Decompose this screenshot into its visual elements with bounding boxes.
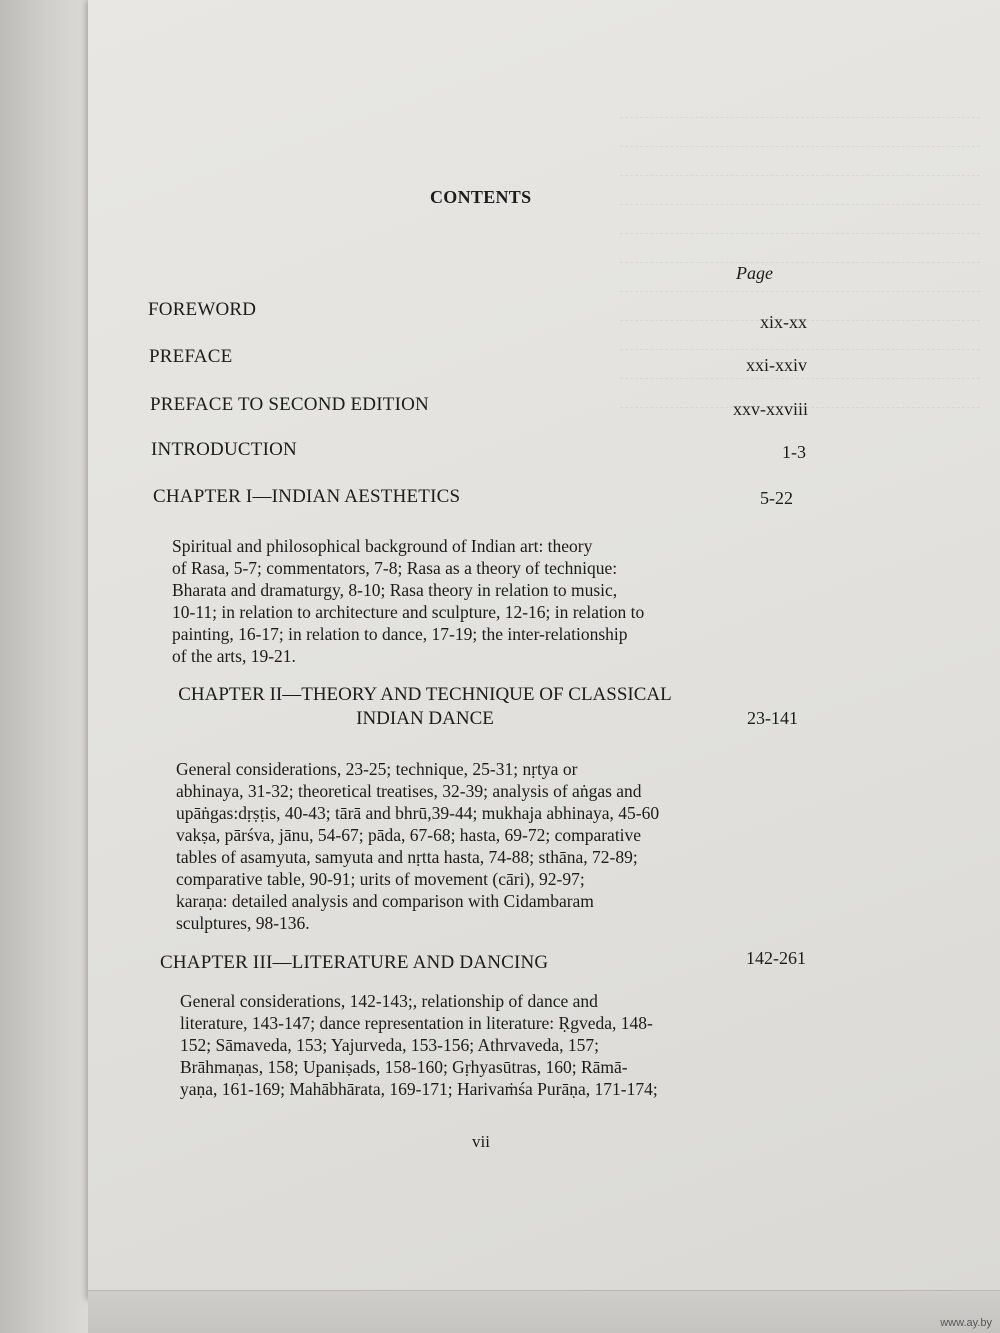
summary-line: General considerations, 142-143;, relationship of dance and <box>180 991 598 1011</box>
toc-entry-chapter-2 <box>155 683 695 731</box>
summary-line: sculptures, 98-136. <box>176 913 310 933</box>
summary-line: Bharata and dramaturgy, 8-10; Rasa theory in relation to music, <box>172 580 618 600</box>
toc-entry-chapter-1: CHAPTER I—INDIAN AESTHETICS <box>153 486 461 507</box>
page-folio: vii <box>472 1132 490 1151</box>
summary-line: comparative table, 90-91; urits of movement (cāri), 92-97; <box>176 869 585 889</box>
summary-line: of the arts, 19-21. <box>172 646 296 666</box>
summary-line: tables of asamyuta, samyuta and nṛtta hasta, 74-88; sthāna, 72-89; <box>176 847 638 867</box>
toc-entry-introduction: INTRODUCTION <box>151 439 297 460</box>
toc-entry-chapter-3: CHAPTER III—LITERATURE AND DANCING <box>160 952 549 973</box>
summary-line: literature, 143-147; dance representation in literature: Ṛgveda, 148- <box>180 1013 653 1033</box>
chapter-2-summary <box>176 758 708 934</box>
page-column-label: Page <box>736 263 773 283</box>
toc-pages-introduction: 1-3 <box>782 442 806 462</box>
contents-heading: CONTENTS <box>430 187 532 207</box>
chapter-2-title-line2: INDIAN DANCE <box>356 708 494 729</box>
summary-line: 152; Sāmaveda, 153; Yajurveda, 153-156; Athrvaveda, 157; <box>180 1035 599 1055</box>
chapter-2-title-line1: CHAPTER II—THEORY AND TECHNIQUE OF CLASSICAL <box>178 684 672 705</box>
toc-pages-preface-second-edition: xxv-xxviii <box>733 399 808 419</box>
summary-line: vakṣa, pārśva, jānu, 54-67; pāda, 67-68; hasta, 69-72; comparative <box>176 825 642 845</box>
toc-pages-chapter-3: 142-261 <box>746 948 806 968</box>
chapter-1-summary <box>172 535 708 667</box>
summary-line: of Rasa, 5-7; commentators, 7-8; Rasa as a theory of technique: <box>172 558 618 578</box>
summary-line: painting, 16-17; in relation to dance, 17-19; the inter-relationship <box>172 624 628 644</box>
summary-line: 10-11; in relation to architecture and sculpture, 12-16; in relation to <box>172 602 645 622</box>
toc-entry-foreword: FOREWORD <box>148 299 257 320</box>
summary-line: yaṇa, 161-169; Mahābhārata, 169-171; Harivaṁśa Purāṇa, 171-174; <box>180 1079 658 1099</box>
watermark: www.ay.by <box>940 1317 992 1329</box>
toc-entry-preface: PREFACE <box>149 346 233 367</box>
toc-pages-preface: xxi-xxiv <box>746 355 807 375</box>
toc-entry-preface-second-edition: PREFACE TO SECOND EDITION <box>150 394 429 415</box>
summary-line: upāṅgas:dṛṣṭis, 40-43; tārā and bhrū,39-44; mukhaja abhinaya, 45-60 <box>176 803 660 823</box>
summary-line: Spiritual and philosophical background of Indian art: theory <box>172 536 593 556</box>
summary-line: General considerations, 23-25; technique, 25-31; nṛtya or <box>176 759 578 779</box>
summary-line: karaṇa: detailed analysis and comparison with Cidambaram <box>176 891 594 911</box>
summary-line: Brāhmaṇas, 158; Upaniṣads, 158-160; Gṛhyasūtras, 160; Rāmā- <box>180 1057 628 1077</box>
toc-pages-chapter-1: 5-22 <box>760 488 793 508</box>
toc-pages-foreword: xix-xx <box>760 312 807 332</box>
toc-pages-chapter-2: 23-141 <box>747 708 798 728</box>
chapter-3-summary <box>180 990 710 1100</box>
summary-line: abhinaya, 31-32; theoretical treatises, 32-39; analysis of aṅgas and <box>176 781 642 801</box>
